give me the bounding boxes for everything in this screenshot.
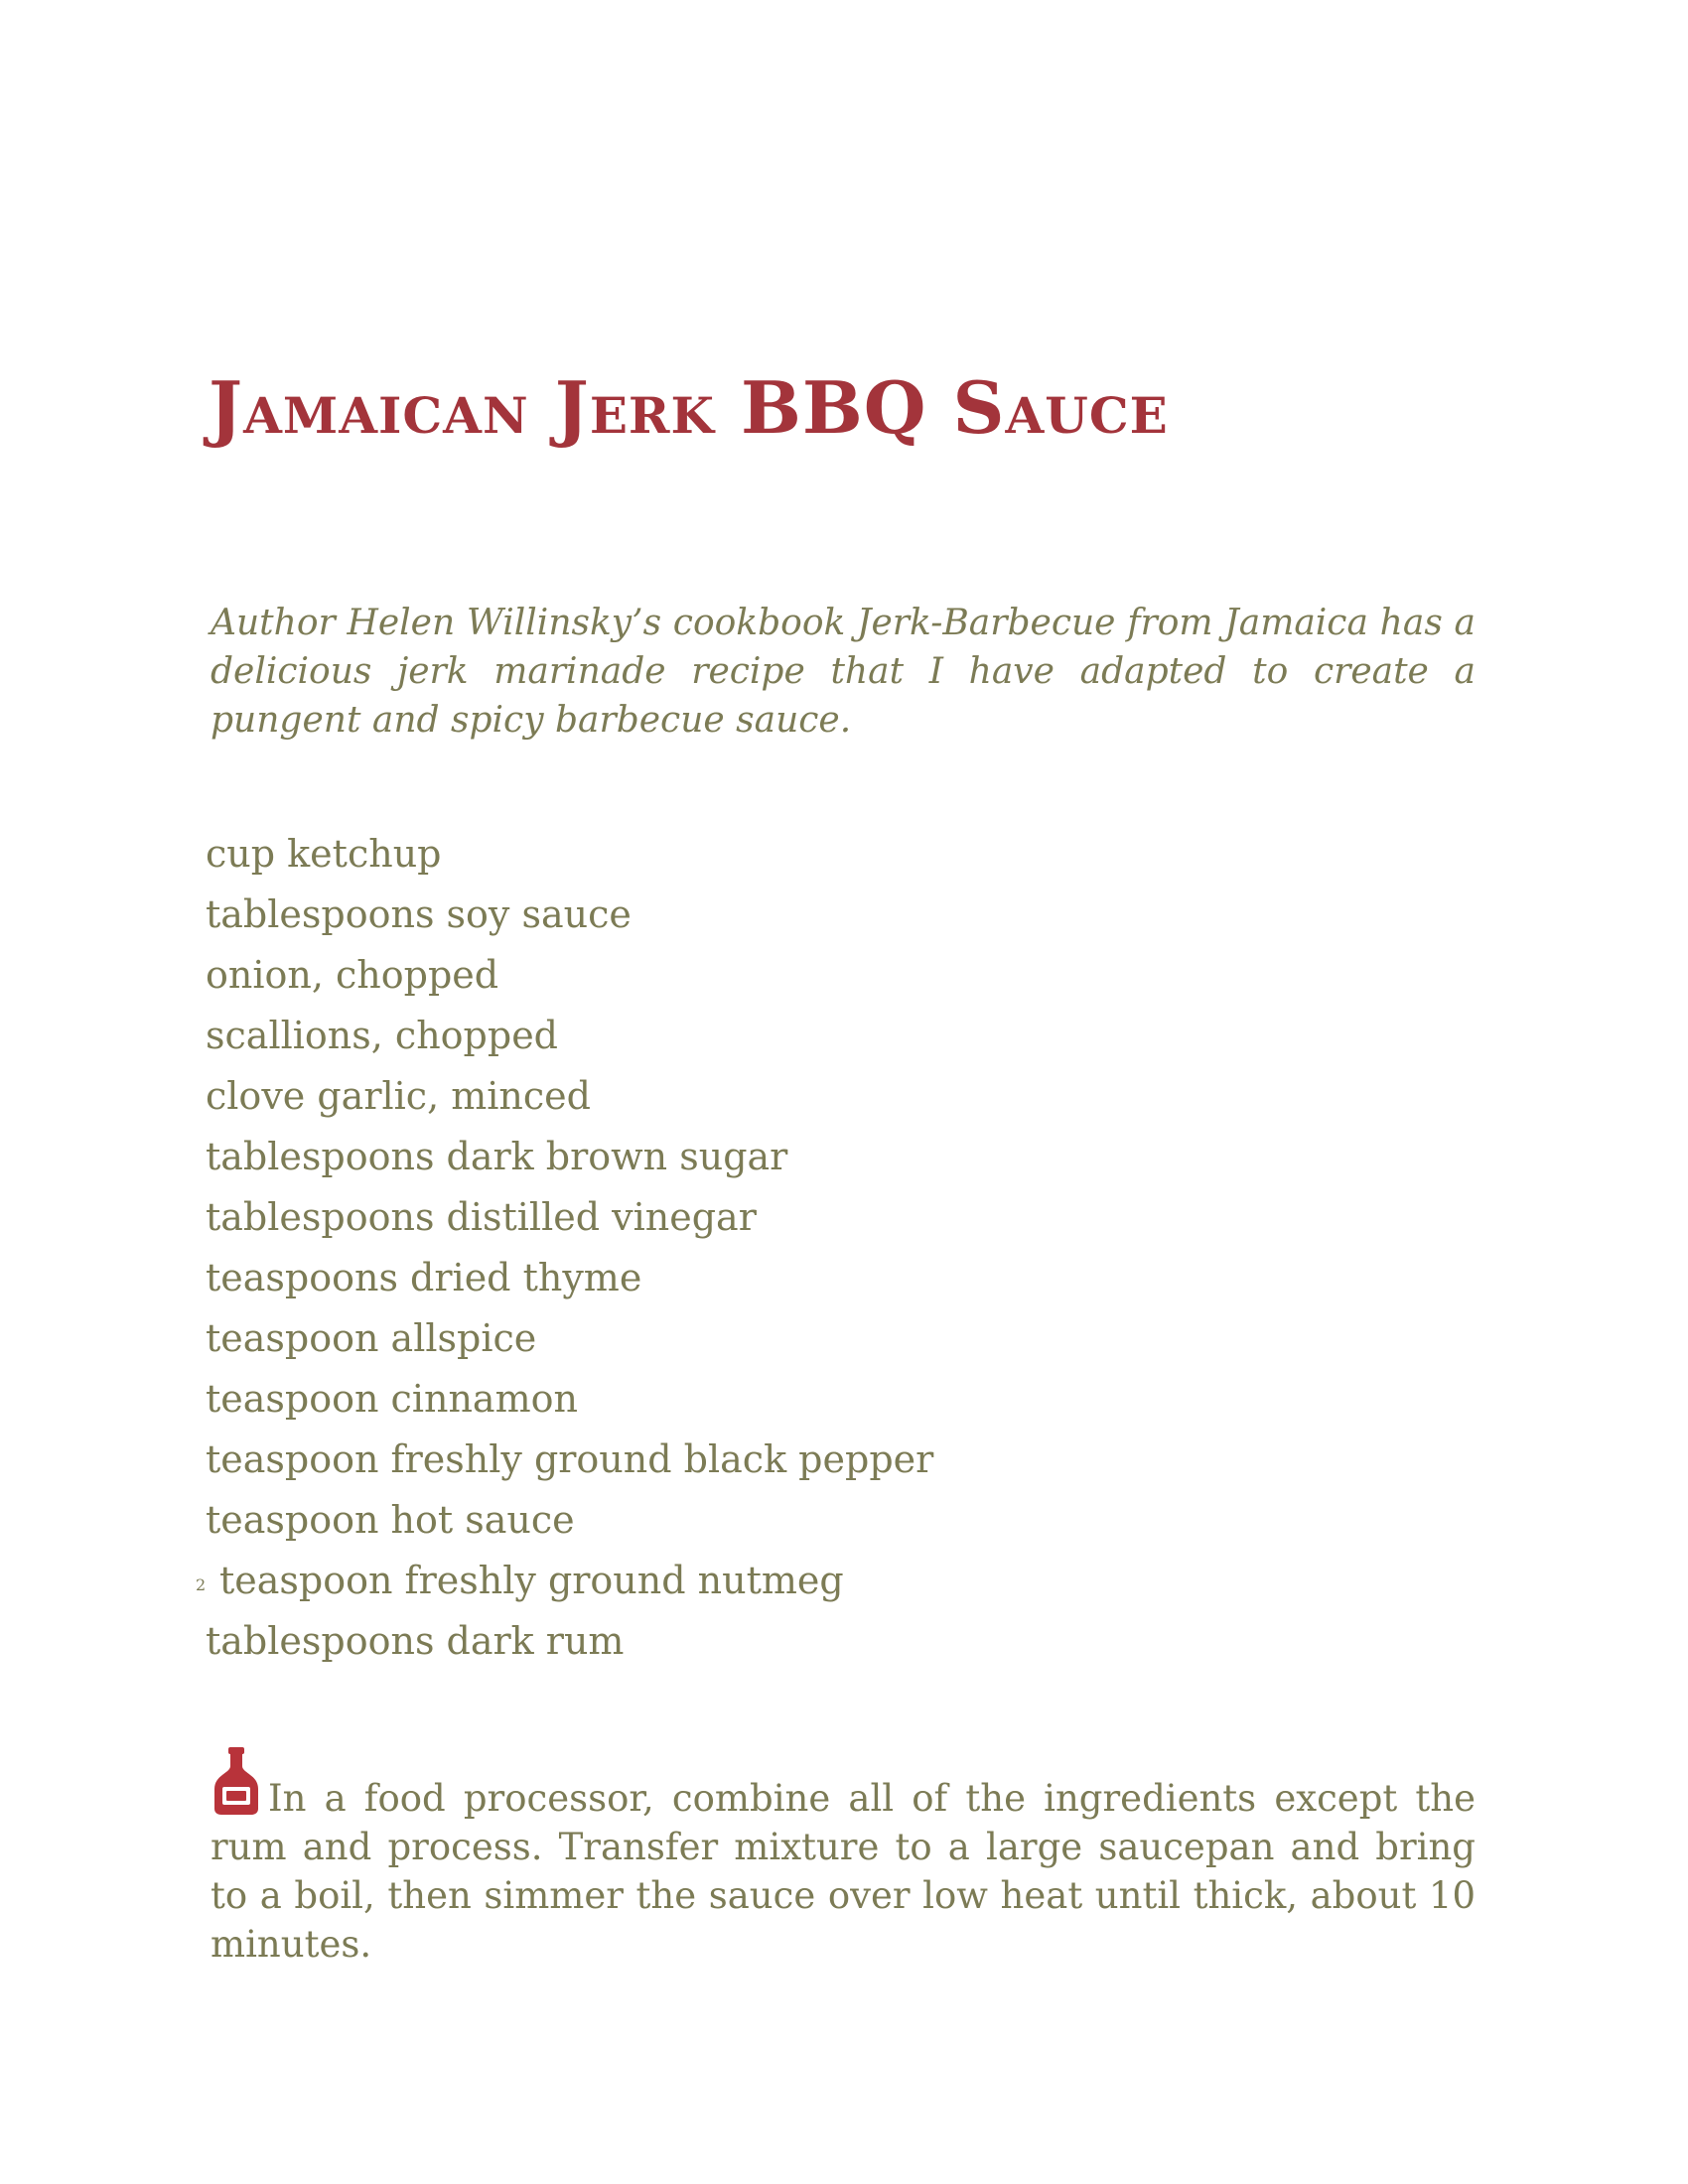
ingredient-item (206, 945, 933, 1006)
ingredient-text: teaspoon hot sauce (206, 1498, 575, 1542)
ingredient-item (206, 1308, 933, 1369)
ingredient-item (206, 1066, 933, 1127)
ingredient-text: teaspoon freshly ground nutmeg (219, 1559, 844, 1602)
directions-text: In a food processor, combine all of the ingredients except the rum and process. Transfer mixture to a large saucepan and bring to a boil, then simmer the sauce over low heat until thick, about 10 minutes. (211, 1777, 1476, 1966)
ingredient-item (206, 824, 933, 885)
ingredient-item (206, 1127, 933, 1187)
ingredient-text: teaspoon cinnamon (206, 1377, 578, 1421)
ingredient-text: tablespoons dark brown sugar (206, 1135, 788, 1178)
ingredient-item (206, 1430, 933, 1490)
ingredient-text: tablespoons distilled vinegar (206, 1195, 757, 1239)
recipe-directions (211, 1747, 1476, 1969)
ingredient-list (196, 824, 934, 1672)
ingredient-text: teaspoon allspice (206, 1316, 537, 1360)
ingredient-item (206, 1611, 933, 1672)
recipe-intro: Author Helen Willinsky’s cookbook Jerk-Barbecue from Jamaica has a delicious jerk marinade recipe that I have adapted to create a pungent and spicy barbecue sauce. (211, 603, 1476, 741)
ingredient-item (206, 1490, 933, 1551)
ingredient-item (206, 1248, 933, 1308)
ingredient-text: onion, chopped (206, 953, 499, 997)
ingredient-text: tablespoons dark rum (206, 1619, 625, 1663)
ingredient-text: cup ketchup (206, 832, 442, 876)
ingredient-item (206, 1006, 933, 1066)
ingredient-text: scallions, chopped (206, 1014, 559, 1057)
ingredient-text: teaspoons dried thyme (206, 1256, 642, 1299)
ingredient-text: clove garlic, minced (206, 1074, 591, 1118)
ingredient-item (206, 1187, 933, 1248)
recipe-title: Jamaican Jerk BBQ Sauce (209, 365, 1169, 450)
sauce-bottle-icon (211, 1747, 262, 1815)
ingredient-item (196, 1551, 933, 1611)
ingredient-amount: 2 (196, 1575, 207, 1594)
ingredient-text: tablespoons soy sauce (206, 892, 632, 936)
ingredient-item (206, 1369, 933, 1430)
ingredient-text: teaspoon freshly ground black pepper (206, 1437, 934, 1481)
ingredient-item (206, 885, 933, 945)
